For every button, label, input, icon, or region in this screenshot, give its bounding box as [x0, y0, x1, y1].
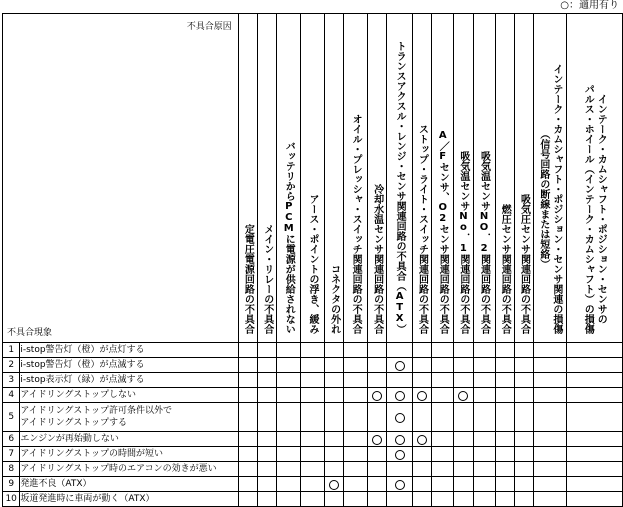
matrix-cell — [387, 432, 413, 447]
phenomenon-text: i-stop警告灯（橙）が点灯する — [20, 343, 238, 358]
cause-header-3 — [277, 14, 301, 343]
cause-header-2 — [258, 14, 277, 343]
matrix-cell — [534, 358, 566, 373]
matrix-cell — [454, 477, 473, 492]
table-row — [3, 403, 623, 432]
matrix-cell — [368, 432, 387, 447]
matrix-cell — [258, 447, 277, 462]
matrix-cell — [258, 462, 277, 477]
matrix-cell — [454, 462, 473, 477]
table-row — [3, 432, 623, 447]
matrix-cell — [387, 373, 413, 388]
corner-cell — [3, 14, 239, 343]
cause-label-text: オイル・プレッシャ・スイッチ関連回路の不具合 — [350, 114, 362, 334]
matrix-cell — [324, 462, 343, 477]
matrix-cell — [301, 388, 325, 403]
matrix-cell — [473, 373, 495, 388]
matrix-cell — [432, 373, 454, 388]
matrix-cell — [324, 403, 343, 432]
matrix-cell — [258, 373, 277, 388]
matrix-cell — [238, 447, 257, 462]
table-row — [3, 373, 623, 388]
cause-label-text: インテーク・カムシャフト・ポジション・センサの パルス・ホイール（インテーク・カムシャフト）の損傷 — [582, 84, 607, 334]
matrix-cell — [432, 447, 454, 462]
cause-label-text: バッテリからPCMに電源が供給されない — [283, 141, 295, 334]
applicable-mark-icon — [417, 391, 427, 401]
matrix-cell — [258, 477, 277, 492]
applicable-mark-icon — [395, 413, 405, 423]
applicable-mark-icon — [372, 435, 382, 445]
matrix-cell — [473, 343, 495, 358]
row-number: 6 — [3, 432, 20, 447]
matrix-cell — [344, 388, 368, 403]
applicable-mark-icon — [395, 450, 405, 460]
phenomenon-text: i-stop表示灯（緑）が点滅する — [20, 373, 238, 388]
row-number: 2 — [3, 358, 20, 373]
phenomenon-text: アイドリングストップ時のエアコンの効きが悪い — [20, 462, 238, 477]
matrix-cell — [277, 343, 301, 358]
cause-label-text: メイン・リレーの不具合 — [261, 224, 273, 334]
matrix-cell — [534, 388, 566, 403]
matrix-cell — [432, 388, 454, 403]
matrix-cell — [368, 373, 387, 388]
matrix-cell — [324, 477, 343, 492]
matrix-cell — [514, 388, 533, 403]
applicable-mark-icon — [417, 435, 427, 445]
matrix-cell — [514, 403, 533, 432]
cause-header-6 — [344, 14, 368, 343]
table-row — [3, 343, 623, 358]
matrix-cell — [387, 343, 413, 358]
matrix-cell — [566, 432, 622, 447]
matrix-cell — [454, 343, 473, 358]
cause-label-text: ストップ・ライト・スイッチ関連回路の不具合 — [416, 124, 428, 334]
phenomenon-text: エンジンが再始動しない — [20, 432, 238, 447]
cause-header-4 — [301, 14, 325, 343]
matrix-cell — [534, 432, 566, 447]
cause-header-9 — [412, 14, 431, 343]
matrix-cell — [344, 403, 368, 432]
matrix-cell — [432, 432, 454, 447]
matrix-cell — [534, 462, 566, 477]
matrix-cell — [566, 388, 622, 403]
cause-header-7 — [368, 14, 387, 343]
matrix-cell — [368, 447, 387, 462]
cause-header-8 — [387, 14, 413, 343]
cause-label: 不具合原因 — [186, 22, 232, 32]
cause-header-10 — [432, 14, 454, 343]
matrix-cell — [238, 358, 257, 373]
matrix-cell — [324, 432, 343, 447]
matrix-cell — [495, 432, 514, 447]
row-number: 9 — [3, 477, 20, 492]
matrix-cell — [473, 358, 495, 373]
matrix-cell — [473, 447, 495, 462]
matrix-cell — [238, 477, 257, 492]
matrix-cell — [412, 388, 431, 403]
matrix-cell — [495, 403, 514, 432]
row-number: 3 — [3, 373, 20, 388]
cause-header-1 — [238, 14, 257, 343]
matrix-cell — [473, 388, 495, 403]
matrix-cell — [301, 373, 325, 388]
matrix-cell — [301, 432, 325, 447]
matrix-cell — [324, 373, 343, 388]
matrix-cell — [495, 358, 514, 373]
matrix-cell — [277, 358, 301, 373]
matrix-cell — [473, 477, 495, 492]
matrix-cell — [473, 432, 495, 447]
row-number: 4 — [3, 388, 20, 403]
row-number: 10 — [3, 492, 20, 507]
applicable-mark-icon — [395, 435, 405, 445]
matrix-cell — [514, 462, 533, 477]
matrix-cell — [324, 358, 343, 373]
cause-label-text: 定電圧電源回路の不具合 — [242, 224, 254, 334]
matrix-cell — [495, 462, 514, 477]
matrix-cell — [387, 462, 413, 477]
matrix-cell — [566, 447, 622, 462]
matrix-cell — [277, 432, 301, 447]
matrix-cell — [454, 358, 473, 373]
matrix-cell — [514, 358, 533, 373]
phenomenon-label: 不具合現象 — [7, 328, 53, 338]
matrix-cell — [368, 358, 387, 373]
matrix-cell — [258, 432, 277, 447]
matrix-cell — [454, 432, 473, 447]
matrix-cell — [344, 432, 368, 447]
matrix-cell — [277, 462, 301, 477]
matrix-cell — [454, 403, 473, 432]
matrix-cell — [514, 432, 533, 447]
cause-label-text: インテーク・カムシャフト・ポジション・センサ関連の損傷 （信号回路の断線または短絡） — [537, 64, 562, 334]
matrix-cell — [301, 477, 325, 492]
matrix-cell — [301, 343, 325, 358]
matrix-cell — [301, 358, 325, 373]
matrix-cell — [238, 388, 257, 403]
cause-header-14 — [514, 14, 533, 343]
cause-header-12 — [473, 14, 495, 343]
cause-label-text: 冷却水温センサ関連回路の不具合 — [371, 184, 383, 334]
matrix-cell — [432, 403, 454, 432]
matrix-cell — [258, 343, 277, 358]
matrix-cell — [566, 373, 622, 388]
matrix-cell — [387, 447, 413, 462]
matrix-cell — [566, 477, 622, 492]
matrix-cell — [566, 462, 622, 477]
matrix-cell — [344, 447, 368, 462]
applicable-mark-icon — [395, 480, 405, 490]
matrix-cell — [344, 358, 368, 373]
cause-header-16 — [566, 14, 622, 343]
matrix-cell — [238, 462, 257, 477]
matrix-cell — [258, 403, 277, 432]
matrix-cell — [277, 447, 301, 462]
matrix-cell — [368, 403, 387, 432]
matrix-cell — [412, 462, 431, 477]
matrix-cell — [368, 477, 387, 492]
cause-label-text: トランスアクスル・レンジ・センサ関連回路の不具合（ATX） — [394, 41, 406, 334]
matrix-cell — [277, 388, 301, 403]
matrix-cell — [387, 477, 413, 492]
applicable-mark-icon — [329, 480, 339, 490]
table-row — [3, 477, 623, 492]
cause-label-text: コネクタの外れ — [328, 264, 340, 334]
phenomenon-text: アイドリングストップしない — [20, 388, 238, 403]
matrix-cell — [534, 477, 566, 492]
matrix-cell — [324, 388, 343, 403]
matrix-cell — [344, 462, 368, 477]
phenomenon-text: 坂道発進時に車両が動く（ATX） — [20, 492, 238, 507]
matrix-cell — [412, 432, 431, 447]
row-number: 7 — [3, 447, 20, 462]
applicable-legend: ○：適用有り — [560, 0, 619, 11]
matrix-cell — [344, 373, 368, 388]
phenomenon-text: 発進不良（ATX） — [20, 477, 238, 492]
matrix-cell — [324, 343, 343, 358]
matrix-cell — [387, 388, 413, 403]
matrix-cell — [514, 477, 533, 492]
matrix-cell — [368, 388, 387, 403]
matrix-cell — [473, 403, 495, 432]
matrix-cell — [324, 447, 343, 462]
table-body — [3, 343, 623, 507]
applicable-mark-icon — [395, 361, 405, 371]
matrix-cell — [495, 373, 514, 388]
matrix-cell — [534, 403, 566, 432]
matrix-cell — [238, 373, 257, 388]
matrix-cell — [432, 343, 454, 358]
table-row — [3, 358, 623, 373]
cause-header-13 — [495, 14, 514, 343]
matrix-cell — [344, 343, 368, 358]
row-number: 5 — [3, 403, 20, 432]
cause-header-11 — [454, 14, 473, 343]
matrix-cell — [495, 477, 514, 492]
cause-label-text: 吸気圧センサ関連回路の不具合 — [518, 194, 530, 334]
matrix-cell — [412, 373, 431, 388]
cause-phenomenon-matrix — [2, 13, 623, 507]
row-number: 8 — [3, 462, 20, 477]
cause-header-15 — [534, 14, 566, 343]
table-row — [3, 462, 623, 477]
matrix-cell — [454, 373, 473, 388]
cause-label-text: 吸気温センサNO．2関連回路の不具合 — [478, 151, 490, 334]
applicable-mark-icon — [458, 391, 468, 401]
phenomenon-text: i-stop警告灯（橙）が点滅する — [20, 358, 238, 373]
matrix-cell — [277, 403, 301, 432]
matrix-cell — [432, 462, 454, 477]
matrix-cell — [566, 403, 622, 432]
matrix-cell — [495, 343, 514, 358]
matrix-cell — [514, 343, 533, 358]
matrix-cell — [566, 343, 622, 358]
matrix-cell — [238, 343, 257, 358]
matrix-cell — [495, 447, 514, 462]
matrix-cell — [277, 373, 301, 388]
matrix-cell — [368, 462, 387, 477]
matrix-cell — [277, 477, 301, 492]
matrix-cell — [412, 358, 431, 373]
matrix-cell — [454, 447, 473, 462]
matrix-cell — [344, 477, 368, 492]
matrix-cell — [454, 388, 473, 403]
table-row — [3, 447, 623, 462]
matrix-cell — [301, 447, 325, 462]
matrix-cell — [301, 403, 325, 432]
matrix-cell — [238, 432, 257, 447]
matrix-cell — [258, 388, 277, 403]
matrix-cell — [473, 462, 495, 477]
matrix-cell — [432, 477, 454, 492]
matrix-cell — [301, 462, 325, 477]
matrix-cell — [566, 358, 622, 373]
header-row — [3, 14, 623, 343]
cause-label-text: A／Fセンサ、O2センサ関連回路の不具合 — [437, 130, 449, 334]
matrix-cell — [412, 447, 431, 462]
matrix-cell — [534, 447, 566, 462]
matrix-cell — [534, 373, 566, 388]
matrix-cell — [412, 343, 431, 358]
phenomenon-text: アイドリングストップ許可条件以外で アイドリングストップする — [20, 403, 238, 432]
matrix-cell — [368, 343, 387, 358]
applicable-mark-icon — [395, 391, 405, 401]
matrix-cell — [412, 477, 431, 492]
matrix-cell — [495, 388, 514, 403]
cause-label-text: アース・ポイントの浮き、緩み — [307, 194, 319, 334]
phenomenon-text: アイドリングストップの時間が短い — [20, 447, 238, 462]
matrix-cell — [534, 343, 566, 358]
matrix-cell — [412, 403, 431, 432]
matrix-cell — [514, 447, 533, 462]
cause-label-text: 吸気温センサNo．1関連回路の不具合 — [457, 151, 469, 334]
applicable-mark-icon — [372, 391, 382, 401]
row-number: 1 — [3, 343, 20, 358]
cause-label-text: 燃圧センサ関連回路の不具合 — [499, 204, 511, 334]
cause-header-5 — [324, 14, 343, 343]
matrix-cell — [258, 358, 277, 373]
matrix-cell — [387, 358, 413, 373]
matrix-cell — [432, 358, 454, 373]
matrix-cell — [387, 403, 413, 432]
matrix-cell — [238, 403, 257, 432]
table-row — [3, 388, 623, 403]
matrix-cell — [514, 373, 533, 388]
